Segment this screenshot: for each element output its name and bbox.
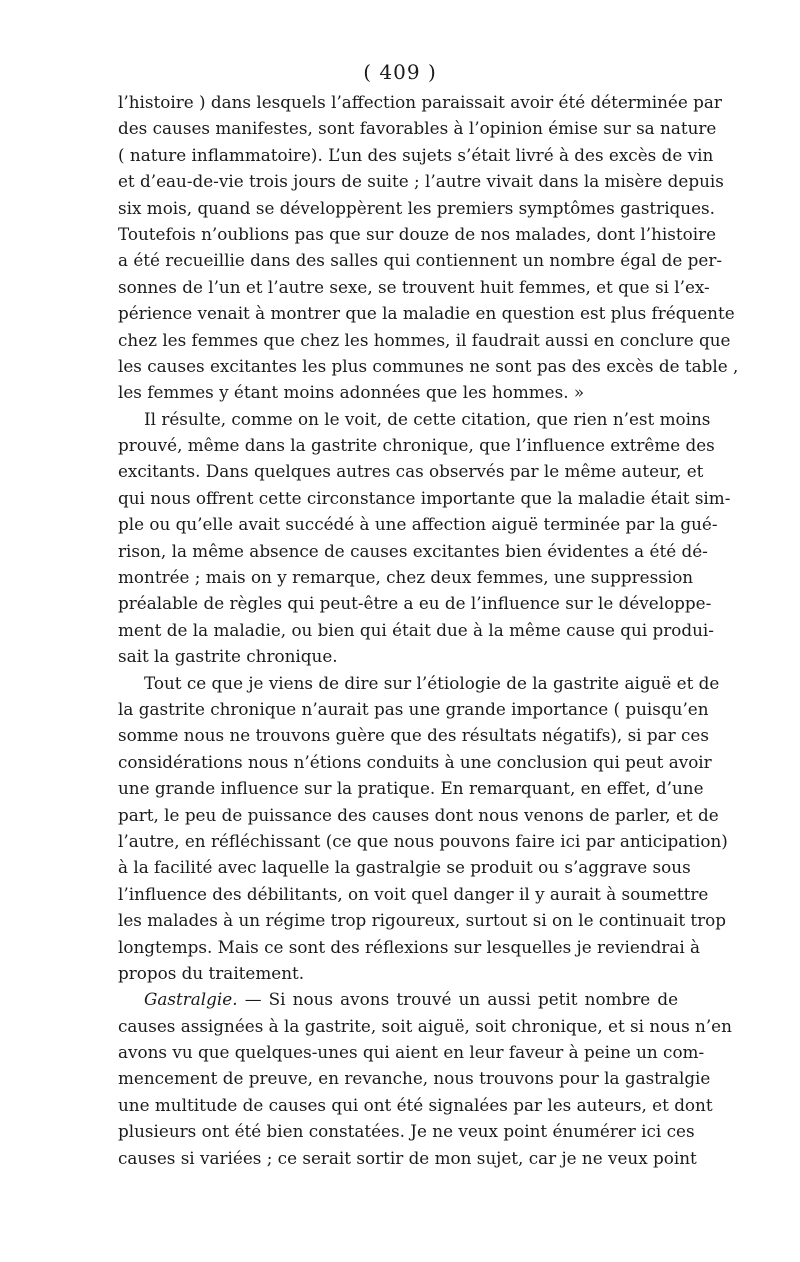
text-line: Il résulte, comme on le voit, de cette citation, que rien n’est moins xyxy=(144,408,711,429)
paragraph-2 xyxy=(118,406,731,670)
section-heading: Gastralgie. xyxy=(144,989,238,1010)
text-line: qui nous offrent cette circonstance importante que la maladie était sim- xyxy=(118,487,731,508)
text-line: propos du traitement. xyxy=(118,962,305,983)
paragraph-1 xyxy=(118,89,739,406)
text-line: périence venait à montrer que la maladie en question est plus fréquente xyxy=(118,303,735,324)
text-line: sonnes de l’un et l’autre sexe, se trouvent huit femmes, et que si l’ex- xyxy=(118,276,710,297)
text-line: Toutefois n’oublions pas que sur douze de nos malades, dont l’histoire xyxy=(118,223,717,244)
text-line: ( nature inflammatoire). L’un des sujets s’était livré à des excès de vin xyxy=(118,144,714,165)
text-line: considérations nous n’étions conduits à une conclusion qui peut avoir xyxy=(118,751,712,772)
text-line: sait la gastrite chronique. xyxy=(118,646,338,667)
text-line: ment de la maladie, ou bien qui était due à la même cause qui produi- xyxy=(118,619,714,640)
body-text xyxy=(118,89,739,1171)
text-line: a été recueillie dans des salles qui contiennent un nombre égal de per- xyxy=(118,250,723,271)
text-line: somme nous ne trouvons guère que des résultats négatifs), si par ces xyxy=(118,725,709,746)
text-line: une multitude de causes qui ont été signalées par les auteurs, et dont xyxy=(118,1094,713,1115)
text-line: ple ou qu’elle avait succédé à une affection aiguë terminée par la gué- xyxy=(118,514,718,535)
text-line xyxy=(118,986,678,1012)
text-line: les malades à un régime trop rigoureux, surtout si on le continuait trop xyxy=(118,910,727,931)
text-line: les femmes y étant moins adonnées que les hommes. » xyxy=(118,382,585,403)
text-line: Tout ce que je viens de dire sur l’étiologie de la gastrite aiguë et de xyxy=(144,672,720,693)
text-segment: — Si nous avons trouvé un aussi petit nombre de xyxy=(237,989,678,1010)
text-line: longtemps. Mais ce sont des réflexions sur lesquelles je reviendrai à xyxy=(118,936,701,957)
text-line: plusieurs ont été bien constatées. Je ne veux point énumérer ici ces xyxy=(118,1121,695,1142)
text-line: l’influence des débilitants, on voit quel danger il y aurait à soumettre xyxy=(118,883,709,904)
text-line: causes assignées à la gastrite, soit aiguë, soit chronique, et si nous n’en xyxy=(118,1015,732,1036)
text-line: des causes manifestes, sont favorables à l’opinion émise sur sa nature xyxy=(118,118,717,139)
page-number: ( 409 ) xyxy=(363,60,437,84)
text-line: mencement de preuve, en revanche, nous trouvons pour la gastralgie xyxy=(118,1068,711,1089)
text-line: l’histoire ) dans lesquels l’affection paraissait avoir été déterminée par xyxy=(118,92,722,112)
text-line: six mois, quand se développèrent les premiers symptômes gastriques. xyxy=(118,197,715,218)
paragraph-3 xyxy=(118,670,728,987)
text-line: préalable de règles qui peut-être a eu de l’influence sur le développe- xyxy=(118,593,712,614)
text-line: montrée ; mais on y remarque, chez deux femmes, une suppression xyxy=(118,567,694,588)
text-line: avons vu que quelques-unes qui aient en leur faveur à peine un com- xyxy=(118,1042,705,1063)
text-line: causes si variées ; ce serait sortir de mon sujet, car je ne veux point xyxy=(118,1147,697,1168)
text-line: une grande influence sur la pratique. En remarquant, en effet, d’une xyxy=(118,778,704,799)
paragraph-4 xyxy=(118,986,732,1171)
text-line: à la facilité avec laquelle la gastralgie se produit ou s’aggrave sous xyxy=(118,857,691,878)
text-line: rison, la même absence de causes excitantes bien évidentes a été dé- xyxy=(118,540,708,561)
text-line: part, le peu de puissance des causes dont nous venons de parler, et de xyxy=(118,804,719,825)
text-line: excitants. Dans quelques autres cas observés par le même auteur, et xyxy=(118,461,704,482)
text-line: et d’eau-de-vie trois jours de suite ; l’autre vivait dans la misère depuis xyxy=(118,171,724,192)
text-line: l’autre, en réfléchissant (ce que nous pouvons faire ici par anticipation) xyxy=(118,830,728,851)
text-line: la gastrite chronique n’aurait pas une grande importance ( puisqu’en xyxy=(118,698,709,719)
text-line: chez les femmes que chez les hommes, il faudrait aussi en conclure que xyxy=(118,329,731,350)
text-line: les causes excitantes les plus communes ne sont pas des excès de table , xyxy=(118,355,739,376)
text-line: prouvé, même dans la gastrite chronique, que l’influence extrême des xyxy=(118,435,715,456)
